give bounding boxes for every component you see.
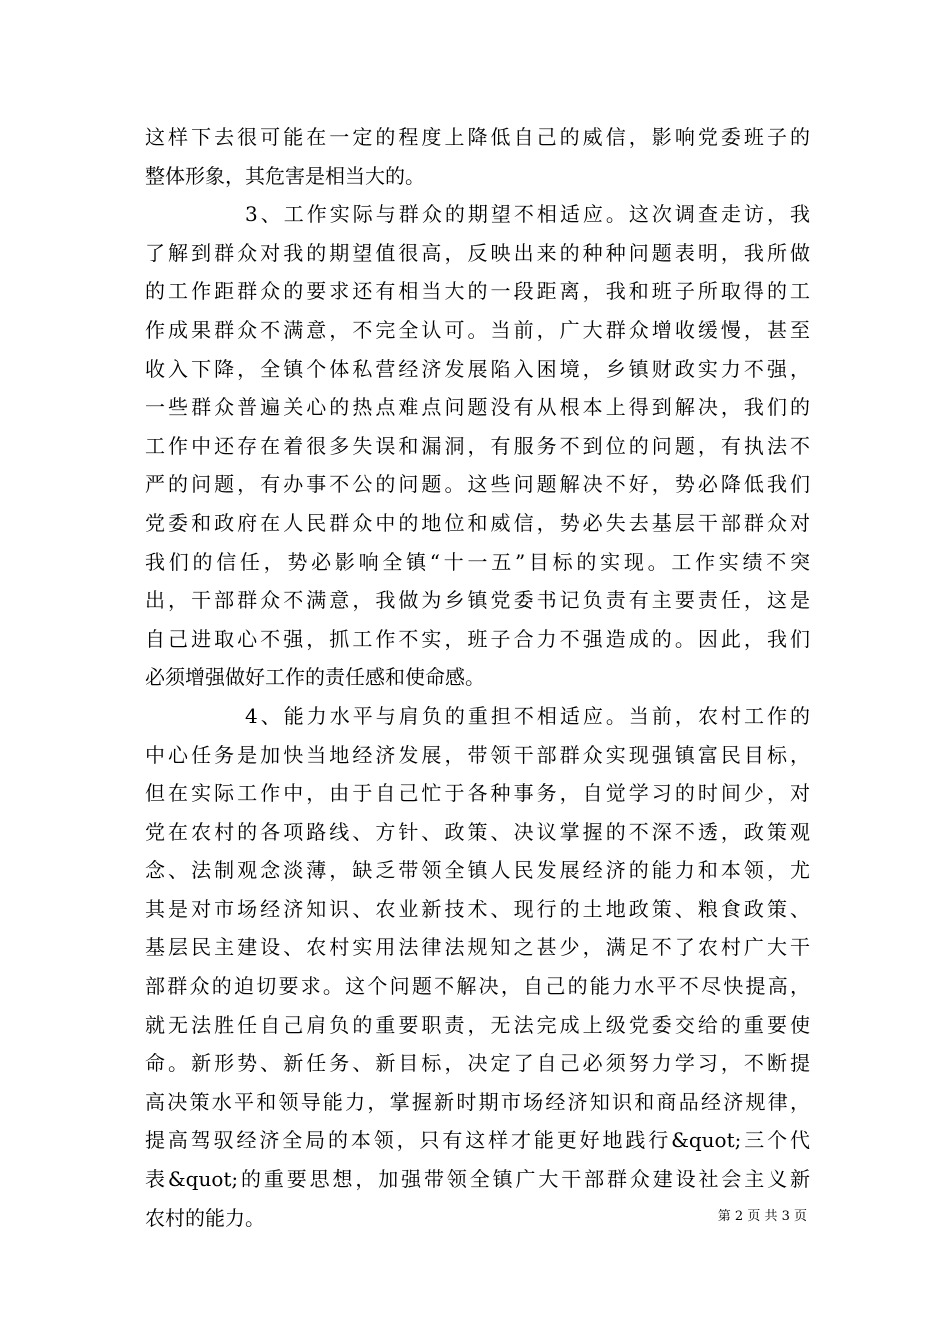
paragraph-4-first-line: 4、能力水平与肩负的重担不相适应。当前，农村工作的 [245, 703, 810, 728]
text-line: 但在实际工作中，由于自己忙于各种事务，自觉学习的时间少，对 [145, 781, 810, 806]
text-line: 必须增强做好工作的责任感和使命感。 [145, 665, 485, 690]
text-line: 一些群众普遍关心的热点难点问题没有从根本上得到解决，我们的 [145, 395, 810, 420]
text-line: 表&quot;的重要思想，加强带领全镇广大干部群众建设社会主义新 [145, 1167, 810, 1192]
text-line: 我们的信任，势必影响全镇“十一五”目标的实现。工作实绩不突 [145, 549, 810, 574]
text-line: 部群众的迫切要求。这个问题不解决，自己的能力水平不尽快提高， [145, 974, 810, 999]
text-line: 命。新形势、新任务、新目标，决定了自己必须努力学习，不断提 [145, 1051, 810, 1076]
text-line: 就无法胜任自己肩负的重要职责，无法完成上级党委交给的重要使 [145, 1012, 810, 1037]
text-line: 的工作距群众的要求还有相当大的一段距离，我和班子所取得的工 [145, 279, 810, 304]
text-line: 工作中还存在着很多失误和漏洞，有服务不到位的问题，有执法不 [145, 433, 810, 458]
text-line: 自己进取心不强，抓工作不实，班子合力不强造成的。因此，我们 [145, 626, 810, 651]
document-body [145, 118, 810, 1237]
page-number: 第 2 页 共 3 页 [717, 1209, 807, 1224]
text-line: 中心任务是加快当地经济发展，带领干部群众实现强镇富民目标， [145, 742, 810, 767]
text-line: 基层民主建设、农村实用法律法规知之甚少，满足不了农村广大干 [145, 935, 810, 960]
text-line: 作成果群众不满意，不完全认可。当前，广大群众增收缓慢，甚至 [145, 317, 810, 342]
text-line: 整体形象，其危害是相当大的。 [145, 163, 425, 188]
text-line: 这样下去很可能在一定的程度上降低自己的威信，影响党委班子的 [145, 125, 810, 149]
text-line: 提高驾驭经济全局的本领，只有这样才能更好地践行&quot;三个代 [145, 1128, 810, 1153]
text-line: 农村的能力。 [145, 1205, 265, 1230]
text-line: 其是对市场经济知识、农业新技术、现行的土地政策、粮食政策、 [145, 896, 810, 921]
text-line: 了解到群众对我的期望值很高，反映出来的种种问题表明，我所做 [145, 240, 810, 265]
text-line: 党委和政府在人民群众中的地位和威信，势必失去基层干部群众对 [145, 510, 810, 535]
text-line: 高决策水平和领导能力，掌握新时期市场经济知识和商品经济规律， [145, 1089, 810, 1114]
text-line: 收入下降，全镇个体私营经济发展陷入困境，乡镇财政实力不强， [145, 356, 810, 381]
text-line: 念、法制观念淡薄，缺乏带领全镇人民发展经济的能力和本领，尤 [145, 858, 810, 883]
paragraph-3-first-line: 3、工作实际与群众的期望不相适应。这次调查走访，我 [245, 202, 810, 227]
text-line: 出，干部群众不满意，我做为乡镇党委书记负责有主要责任，这是 [145, 588, 810, 613]
text-line: 严的问题，有办事不公的问题。这些问题解决不好，势必降低我们 [145, 472, 810, 497]
text-line: 党在农村的各项路线、方针、政策、决议掌握的不深不透，政策观 [145, 819, 810, 844]
